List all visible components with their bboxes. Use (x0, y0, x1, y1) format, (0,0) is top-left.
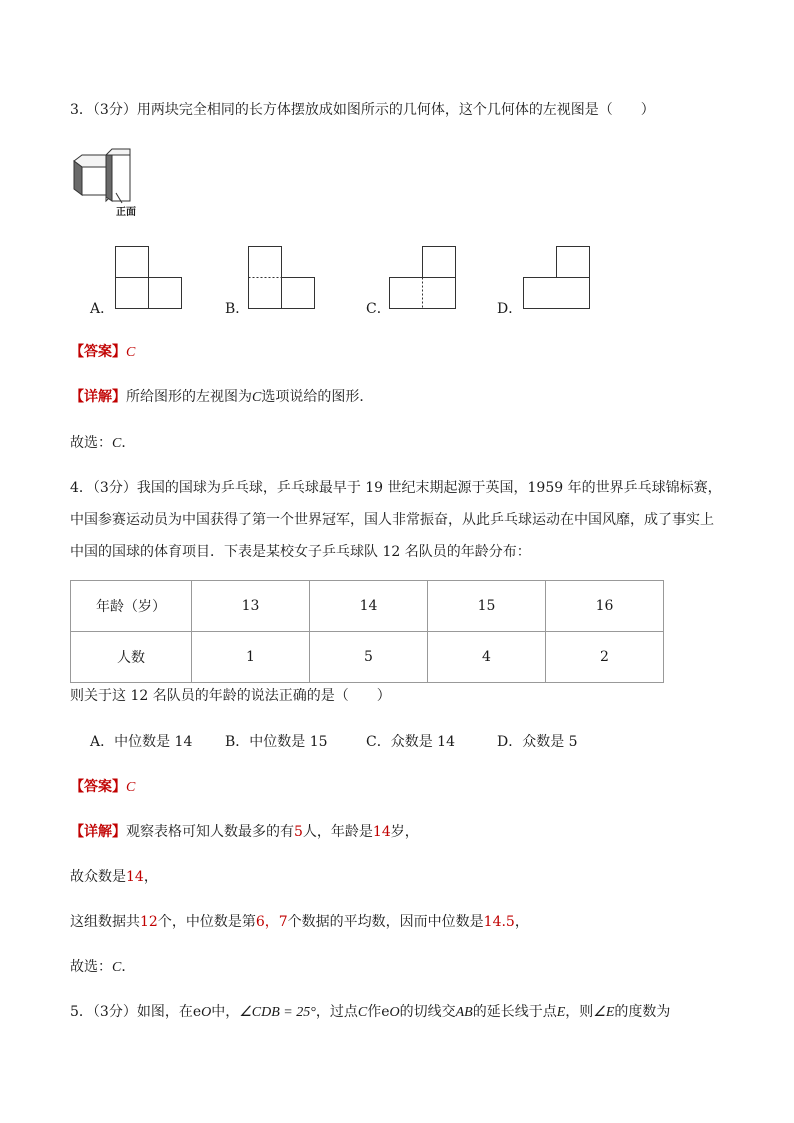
q5-angle: ∠E (593, 1005, 615, 1020)
detail-text: 人，年龄是 (302, 824, 373, 840)
table-row (71, 632, 664, 683)
q5-var: C (357, 1005, 368, 1020)
q3-stem: 3．（3分）用两块完全相同的长方体摆放成如图所示的几何体，这个几何体的左视图是（ ） (70, 102, 655, 118)
detail-text: ， (143, 869, 158, 885)
choose-letter: C (112, 436, 122, 451)
detail-text: 这组数据共 (70, 914, 140, 930)
table-row (71, 581, 664, 632)
q5-var: O (201, 1005, 212, 1020)
solid-figure (70, 145, 150, 220)
table-cell: 5 (310, 632, 428, 683)
q3-option-a-label[interactable]: A． (90, 301, 115, 317)
q5-text: ，则 (565, 1004, 594, 1020)
q3-option-c-figure[interactable] (389, 246, 457, 310)
q4-answer (70, 777, 135, 798)
choose-pre: 故选： (70, 435, 112, 451)
detail-tag: 【详解】 (70, 824, 126, 840)
table-cell: 16 (546, 581, 664, 632)
front-label: 正面 (116, 207, 136, 218)
detail-number: 14 (126, 869, 144, 885)
answer-letter: C (126, 345, 136, 360)
table-cell: 15 (428, 581, 546, 632)
q5-var: AB (455, 1005, 473, 1020)
q5-circle-symbol: e (381, 1004, 390, 1020)
detail-tag: 【详解】 (70, 389, 126, 405)
q4-option-c[interactable]: C．众数是 14 (366, 734, 455, 750)
q4-choose (70, 957, 135, 978)
q4-detail-line2 (70, 867, 158, 887)
q5-text: 中， (211, 1004, 240, 1020)
detail-text: 个，中位数是第 (157, 914, 256, 930)
q5-text: 作 (367, 1004, 382, 1020)
q4-stem-line3: 中国的国球的体育项目．下表是某校女子乒乓球队 12 名队员的年龄分布： (70, 544, 531, 560)
q5-var: E (556, 1005, 566, 1020)
q3-option-a-figure[interactable] (115, 246, 183, 310)
detail-number: 14.5 (483, 914, 515, 930)
detail-text: ， (514, 914, 529, 930)
detail-number: 6，7 (255, 914, 288, 930)
q5-text: 5．（3分）如图，在 (70, 1004, 193, 1020)
detail-text: 故众数是 (70, 869, 126, 885)
q4-stem-line2: 中国参赛运动员为中国获得了第一个世界冠军，国人非常振奋，从此乒乓球运动在中国风靡，成了事实上 (70, 512, 714, 528)
q4-option-d[interactable]: D．众数是 5 (497, 734, 578, 750)
choose-pre: 故选： (70, 959, 112, 975)
age-distribution-table (70, 580, 664, 683)
table-cell: 13 (192, 581, 310, 632)
q5-stem (70, 1002, 670, 1023)
q4-detail-line1 (70, 822, 419, 842)
detail-number: 5 (294, 824, 303, 840)
detail-letter: C (252, 390, 262, 405)
q3-choose (70, 433, 135, 454)
answer-letter: C (126, 780, 136, 795)
q5-var: O (389, 1005, 400, 1020)
choose-post: ． (121, 435, 136, 451)
q4-stem-line1: 4．（3分）我国的国球为乒乓球，乒乓球最早于 19 世纪末期起源于英国，1959 年的世界乒乓球锦标赛， (70, 480, 722, 496)
q3-option-d-label[interactable]: D． (497, 301, 523, 317)
table-cell: 4 (428, 632, 546, 683)
q5-angle: ∠CDB = 25° (239, 1005, 316, 1020)
detail-text: 观察表格可知人数最多的有 (126, 824, 294, 840)
q3-option-d-figure[interactable] (523, 246, 591, 310)
q5-text: 的切线交 (399, 1004, 456, 1020)
detail-text-post: 选项说给的图形． (261, 389, 374, 405)
q5-circle-symbol: e (192, 1004, 202, 1020)
detail-text-pre: 所给图形的左视图为 (126, 389, 252, 405)
q3-answer (70, 342, 135, 363)
detail-text: 岁， (390, 824, 419, 840)
answer-tag: 【答案】 (70, 779, 126, 795)
q4-option-a[interactable]: A．中位数是 14 (90, 734, 193, 750)
choose-post: ． (121, 959, 136, 975)
choose-letter: C (112, 960, 122, 975)
q4-detail-line3 (70, 912, 529, 932)
q3-option-b-label[interactable]: B． (225, 301, 250, 317)
q3-option-b-figure[interactable] (248, 246, 316, 310)
q5-text: 的度数为 (614, 1004, 671, 1020)
q5-text: 的延长线于点 (472, 1004, 557, 1020)
answer-tag: 【答案】 (70, 344, 126, 360)
table-header-count: 人数 (71, 632, 192, 683)
table-cell: 1 (192, 632, 310, 683)
table-cell: 14 (310, 581, 428, 632)
detail-number: 12 (140, 914, 158, 930)
detail-number: 14 (372, 824, 391, 840)
q4-question: 则关于这 12 名队员的年龄的说法正确的是（ ） (70, 688, 391, 704)
detail-text: 个数据的平均数，因而中位数是 (287, 914, 484, 930)
q4-option-b[interactable]: B．中位数是 15 (225, 734, 328, 750)
q3-detail (70, 387, 373, 408)
q5-text: ，过点 (315, 1004, 358, 1020)
q3-option-c-label[interactable]: C． (366, 301, 391, 317)
table-cell: 2 (546, 632, 664, 683)
table-header-age: 年龄（岁） (71, 581, 192, 632)
